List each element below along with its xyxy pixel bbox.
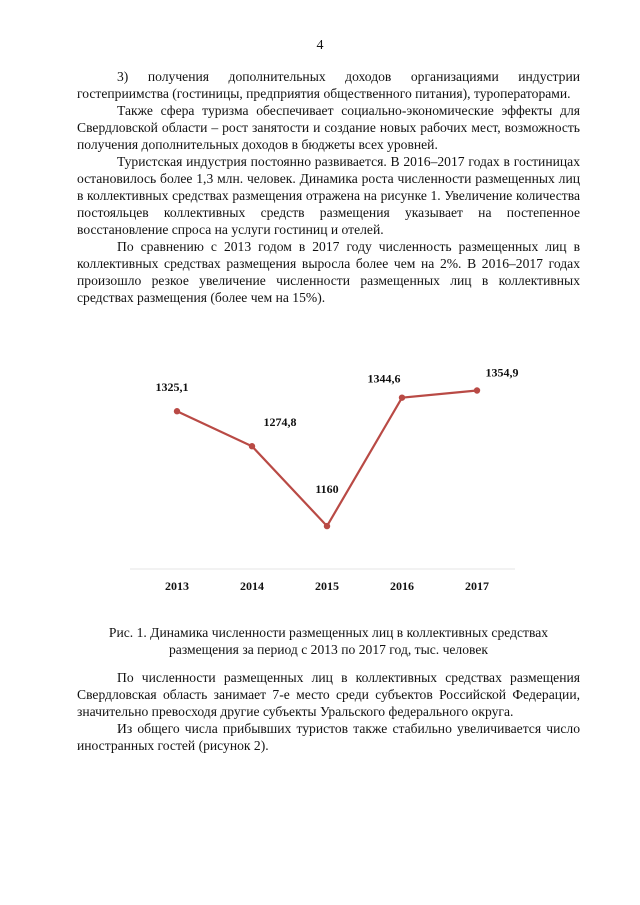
x-tick-label: 2013 (165, 579, 189, 593)
page-number: 4 (316, 38, 324, 53)
data-point (174, 408, 180, 414)
body-text-bottom (77, 669, 580, 754)
series-line (177, 391, 477, 527)
paragraph-6: Из общего числа прибывших туристов также стабильно увеличивается число иностранных гостей (рисунок 2). (77, 721, 580, 753)
data-point (474, 387, 480, 393)
data-label: 1325,1 (155, 380, 189, 395)
data-label: 1274,8 (263, 415, 297, 430)
x-tick-label: 2017 (465, 579, 489, 593)
line-chart (120, 355, 530, 605)
paragraph-1: 3) получения дополнительных доходов организациями индустрии гостеприимства (гостиницы, предприятия общественного питания), туроператорами. (77, 69, 580, 101)
paragraph-3: Туристская индустрия постоянно развивается. В 2016–2017 годах в гостиницах остановилось более 1,3 млн. человек. Динамика роста численности размещенных лиц в коллективных средствах размещения отражена на рисунке 1. Увеличение количества постояльцев коллективных средств размещения указывает на постепенное восстановление спроса на услуги гостиниц и отелей. (77, 154, 580, 237)
data-point (249, 443, 255, 449)
data-label: 1344,6 (367, 371, 401, 386)
figure-caption: Рис. 1. Динамика численности размещенных лиц в коллективных средствах размещения за период с 2013 по 2017 год, тыс. человек (108, 625, 549, 657)
data-label: 1160 (315, 482, 339, 497)
x-tick-label: 2016 (390, 579, 414, 593)
paragraph-2: Также сфера туризма обеспечивает социально-экономические эффекты для Свердловской области – рост занятости и создание новых рабочих мест, возможность получения дополнительных доходов в бюджеты всех уровней. (77, 103, 580, 152)
paragraph-4: По сравнению с 2013 годом в 2017 году численность размещенных лиц в коллективных средствах размещения выросла более чем на 2%. В 2016–2017 годах произошло резкое увеличение численности размещенных лиц в коллективных средствах размещения (более чем на 15%). (77, 239, 580, 305)
x-tick-label: 2014 (240, 579, 264, 593)
chart-layer (156, 366, 519, 593)
body-text-top (77, 68, 580, 306)
x-tick-label: 2015 (315, 579, 339, 593)
paragraph-5: По численности размещенных лиц в коллективных средствах размещения Свердловская область занимает 7-е место среди субъектов Российской Федерации, значительно превосходя другие субъекты Уральского федерального округа. (77, 670, 580, 719)
data-point (399, 394, 405, 400)
data-label: 1354,9 (485, 365, 519, 380)
data-point (324, 523, 330, 529)
